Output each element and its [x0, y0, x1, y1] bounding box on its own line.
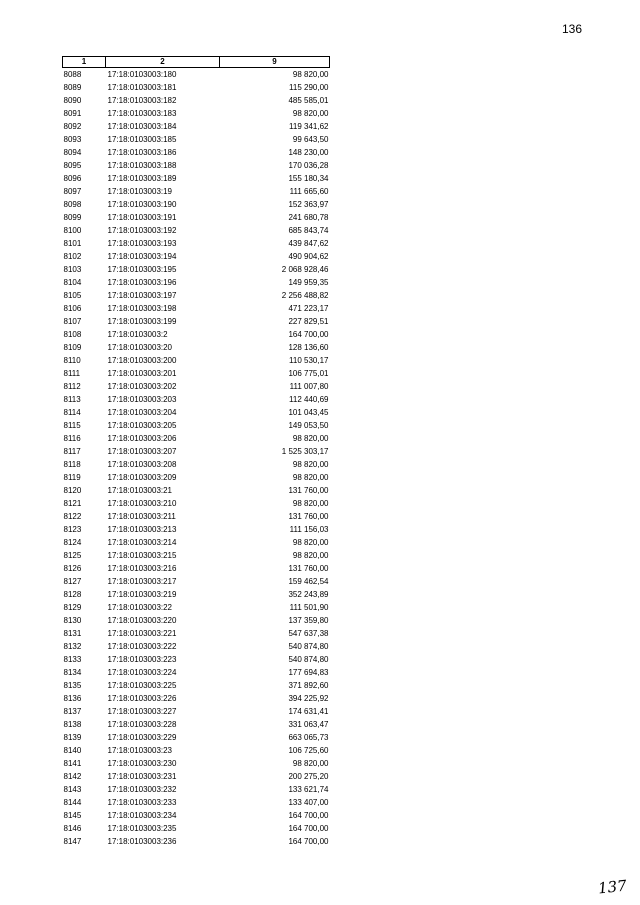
row-number: 8108 [63, 330, 82, 339]
cadastral-value: 540 874,80 [288, 655, 329, 664]
table-row [63, 367, 330, 380]
cadastral-value: 111 501,90 [289, 603, 329, 612]
row-number: 8128 [63, 590, 82, 599]
table-row [63, 640, 330, 653]
row-number: 8114 [63, 408, 81, 417]
table-row [63, 796, 330, 809]
cadastral-number: 17:18:0103003:2 [107, 330, 168, 339]
cadastral-number: 17:18:0103003:202 [107, 382, 177, 391]
cadastral-number: 17:18:0103003:180 [107, 70, 177, 79]
table-row [63, 692, 330, 705]
table-row [63, 315, 330, 328]
table-row [63, 107, 330, 120]
cadastral-value: 119 341,62 [289, 122, 329, 131]
table-row [63, 81, 330, 94]
cadastral-number: 17:18:0103003:211 [107, 512, 176, 521]
cadastral-value: 98 820,00 [292, 460, 329, 469]
row-number: 8092 [63, 122, 82, 131]
cadastral-number: 17:18:0103003:205 [107, 421, 177, 430]
table-row [63, 614, 330, 627]
cadastral-value: 331 063,47 [288, 720, 329, 729]
table-row [63, 445, 330, 458]
table-row [63, 432, 330, 445]
cadastral-value: 174 631,41 [288, 707, 329, 716]
cadastral-value: 200 275,20 [288, 772, 329, 781]
row-number: 8126 [63, 564, 82, 573]
cadastral-number: 17:18:0103003:190 [107, 200, 177, 209]
cadastral-value: 131 760,00 [288, 564, 329, 573]
table-header [63, 57, 330, 68]
cadastral-value: 2 256 488,82 [281, 291, 329, 300]
cadastral-number: 17:18:0103003:231 [107, 772, 177, 781]
cadastral-value: 471 223,17 [288, 304, 329, 313]
cadastral-number: 17:18:0103003:215 [107, 551, 177, 560]
cadastral-number: 17:18:0103003:209 [107, 473, 177, 482]
row-number: 8119 [63, 473, 81, 482]
cadastral-number: 17:18:0103003:198 [107, 304, 177, 313]
cadastral-number: 17:18:0103003:197 [107, 291, 177, 300]
cadastral-number: 17:18:0103003:201 [107, 369, 177, 378]
cadastral-number: 17:18:0103003:191 [107, 213, 177, 222]
cadastral-number: 17:18:0103003:232 [107, 785, 177, 794]
cadastral-value: 227 829,51 [288, 317, 329, 326]
row-number: 8133 [63, 655, 82, 664]
row-number: 8127 [63, 577, 82, 586]
cadastral-value: 352 243,89 [288, 590, 329, 599]
cadastral-number: 17:18:0103003:196 [107, 278, 177, 287]
row-number: 8113 [63, 395, 81, 404]
cadastral-value: 98 820,00 [292, 70, 329, 79]
cadastral-number: 17:18:0103003:220 [107, 616, 177, 625]
table-row [63, 250, 330, 263]
cadastral-value: 98 820,00 [292, 473, 329, 482]
cadastral-value-table [62, 56, 330, 848]
table-row [63, 679, 330, 692]
row-number: 8137 [63, 707, 82, 716]
cadastral-value: 131 760,00 [288, 486, 329, 495]
row-number: 8100 [63, 226, 82, 235]
table-row [63, 666, 330, 679]
table-row [63, 328, 330, 341]
table-row [63, 627, 330, 640]
table-row [63, 575, 330, 588]
cadastral-number: 17:18:0103003:236 [107, 837, 177, 846]
table-row [63, 523, 330, 536]
cadastral-value: 131 760,00 [288, 512, 329, 521]
cadastral-number: 17:18:0103003:230 [107, 759, 177, 768]
cadastral-value: 485 585,01 [288, 96, 329, 105]
row-number: 8134 [63, 668, 82, 677]
table-row [63, 718, 330, 731]
cadastral-number: 17:18:0103003:193 [107, 239, 177, 248]
cadastral-value: 112 440,69 [289, 395, 329, 404]
table-row [63, 744, 330, 757]
cadastral-number: 17:18:0103003:183 [107, 109, 177, 118]
cadastral-number: 17:18:0103003:200 [107, 356, 177, 365]
table-row [63, 120, 330, 133]
cadastral-value: 164 700,00 [288, 837, 329, 846]
table-row [63, 562, 330, 575]
table-row [63, 705, 330, 718]
cadastral-value: 106 775,01 [288, 369, 329, 378]
table-row [63, 237, 330, 250]
cadastral-value: 149 053,50 [288, 421, 329, 430]
row-number: 8138 [63, 720, 82, 729]
row-number: 8091 [63, 109, 82, 118]
row-number: 8089 [63, 83, 82, 92]
row-number: 8118 [63, 460, 81, 469]
column-header-9: 9 [220, 57, 330, 68]
row-number: 8096 [63, 174, 82, 183]
table-row [63, 601, 330, 614]
row-number: 8130 [63, 616, 82, 625]
cadastral-number: 17:18:0103003:222 [107, 642, 177, 651]
cadastral-value: 99 643,50 [292, 135, 329, 144]
table-row [63, 809, 330, 822]
row-number: 8142 [63, 772, 82, 781]
row-number: 8132 [63, 642, 82, 651]
cadastral-number: 17:18:0103003:199 [107, 317, 177, 326]
cadastral-number: 17:18:0103003:213 [107, 525, 177, 534]
cadastral-value: 128 136,60 [288, 343, 329, 352]
cadastral-number: 17:18:0103003:227 [107, 707, 177, 716]
cadastral-number: 17:18:0103003:192 [107, 226, 177, 235]
cadastral-value: 98 820,00 [292, 434, 329, 443]
row-number: 8103 [63, 265, 82, 274]
cadastral-number: 17:18:0103003:224 [107, 668, 177, 677]
row-number: 8121 [63, 499, 82, 508]
cadastral-number: 17:18:0103003:214 [107, 538, 177, 547]
cadastral-number: 17:18:0103003:203 [107, 395, 177, 404]
cadastral-value: 540 874,80 [288, 642, 329, 651]
cadastral-value: 371 892,60 [288, 681, 329, 690]
cadastral-value: 101 043,45 [288, 408, 329, 417]
row-number: 8120 [63, 486, 82, 495]
cadastral-value: 98 820,00 [292, 759, 329, 768]
table-row [63, 653, 330, 666]
table-row [63, 549, 330, 562]
table-row [63, 822, 330, 835]
cadastral-number: 17:18:0103003:182 [107, 96, 177, 105]
cadastral-number: 17:18:0103003:181 [107, 83, 177, 92]
cadastral-number: 17:18:0103003:189 [107, 174, 177, 183]
cadastral-value: 111 665,60 [289, 187, 329, 196]
cadastral-number: 17:18:0103003:185 [107, 135, 177, 144]
cadastral-number: 17:18:0103003:20 [107, 343, 173, 352]
row-number: 8123 [63, 525, 82, 534]
cadastral-number: 17:18:0103003:194 [107, 252, 177, 261]
row-number: 8110 [63, 356, 81, 365]
row-number: 8094 [63, 148, 82, 157]
row-number: 8147 [63, 837, 82, 846]
row-number: 8107 [63, 317, 82, 326]
row-number: 8124 [63, 538, 82, 547]
cadastral-number: 17:18:0103003:206 [107, 434, 177, 443]
handwritten-page-mark: 137 [597, 876, 628, 898]
table-row [63, 484, 330, 497]
cadastral-value: 155 180,34 [288, 174, 329, 183]
row-number: 8116 [63, 434, 81, 443]
table-row [63, 133, 330, 146]
table-row [63, 172, 330, 185]
row-number: 8139 [63, 733, 82, 742]
table-row [63, 289, 330, 302]
cadastral-value: 439 847,62 [288, 239, 329, 248]
cadastral-number: 17:18:0103003:225 [107, 681, 177, 690]
row-number: 8106 [63, 304, 82, 313]
cadastral-value: 170 036,28 [288, 161, 329, 170]
table-row [63, 835, 330, 848]
table-row [63, 341, 330, 354]
table-row [63, 770, 330, 783]
cadastral-value: 159 462,54 [288, 577, 329, 586]
cadastral-value: 115 290,00 [289, 83, 329, 92]
table-row [63, 497, 330, 510]
cadastral-value: 394 225,92 [288, 694, 329, 703]
cadastral-value: 152 363,97 [288, 200, 329, 209]
row-number: 8140 [63, 746, 82, 755]
row-number: 8098 [63, 200, 82, 209]
table-row [63, 471, 330, 484]
cadastral-number: 17:18:0103003:21 [107, 486, 173, 495]
row-number: 8125 [63, 551, 82, 560]
row-number: 8111 [63, 369, 81, 378]
cadastral-number: 17:18:0103003:188 [107, 161, 177, 170]
cadastral-value: 1 525 303,17 [281, 447, 329, 456]
cadastral-value: 685 843,74 [288, 226, 329, 235]
table-row [63, 588, 330, 601]
cadastral-number: 17:18:0103003:19 [107, 187, 173, 196]
column-header-2: 2 [106, 57, 220, 68]
row-number: 8131 [63, 629, 82, 638]
row-number: 8135 [63, 681, 82, 690]
cadastral-number: 17:18:0103003:221 [107, 629, 177, 638]
row-number: 8141 [63, 759, 82, 768]
cadastral-number: 17:18:0103003:235 [107, 824, 177, 833]
table-row [63, 224, 330, 237]
row-number: 8095 [63, 161, 82, 170]
cadastral-value: 106 725,60 [288, 746, 329, 755]
cadastral-number: 17:18:0103003:219 [107, 590, 177, 599]
cadastral-number: 17:18:0103003:208 [107, 460, 177, 469]
table-row [63, 146, 330, 159]
cadastral-number: 17:18:0103003:186 [107, 148, 177, 157]
cadastral-value: 164 700,00 [288, 824, 329, 833]
row-number: 8093 [63, 135, 82, 144]
row-number: 8143 [63, 785, 82, 794]
table-row [63, 783, 330, 796]
table-row [63, 211, 330, 224]
row-number: 8088 [63, 70, 82, 79]
table-row [63, 263, 330, 276]
cadastral-value: 137 359,80 [288, 616, 329, 625]
row-number: 8102 [63, 252, 82, 261]
row-number: 8109 [63, 343, 82, 352]
cadastral-value: 663 065,73 [288, 733, 329, 742]
cadastral-value: 111 007,80 [289, 382, 329, 391]
cadastral-number: 17:18:0103003:204 [107, 408, 177, 417]
cadastral-number: 17:18:0103003:217 [107, 577, 177, 586]
cadastral-value: 98 820,00 [292, 499, 329, 508]
row-number: 8146 [63, 824, 82, 833]
cadastral-number: 17:18:0103003:207 [107, 447, 177, 456]
table-row [63, 536, 330, 549]
cadastral-number: 17:18:0103003:22 [107, 603, 173, 612]
cadastral-value: 148 230,00 [288, 148, 329, 157]
row-number: 8090 [63, 96, 82, 105]
table-row [63, 159, 330, 172]
row-number: 8099 [63, 213, 82, 222]
row-number: 8122 [63, 512, 82, 521]
cadastral-number: 17:18:0103003:184 [107, 122, 177, 131]
row-number: 8117 [63, 447, 81, 456]
cadastral-number: 17:18:0103003:234 [107, 811, 177, 820]
column-header-1: 1 [63, 57, 106, 68]
cadastral-number: 17:18:0103003:216 [107, 564, 177, 573]
cadastral-value: 149 959,35 [288, 278, 329, 287]
table-row [63, 757, 330, 770]
cadastral-number: 17:18:0103003:210 [107, 499, 177, 508]
cadastral-number: 17:18:0103003:228 [107, 720, 177, 729]
cadastral-value: 164 700,00 [288, 811, 329, 820]
row-number: 8144 [63, 798, 82, 807]
cadastral-number: 17:18:0103003:223 [107, 655, 177, 664]
table-row [63, 68, 330, 82]
row-number: 8145 [63, 811, 82, 820]
row-number: 8105 [63, 291, 82, 300]
row-number: 8136 [63, 694, 82, 703]
cadastral-value: 110 530,17 [289, 356, 329, 365]
table-row [63, 185, 330, 198]
cadastral-number: 17:18:0103003:23 [107, 746, 173, 755]
table-row [63, 198, 330, 211]
cadastral-number: 17:18:0103003:229 [107, 733, 177, 742]
cadastral-number: 17:18:0103003:195 [107, 265, 177, 274]
cadastral-number: 17:18:0103003:233 [107, 798, 177, 807]
cadastral-value: 98 820,00 [292, 109, 329, 118]
table-row [63, 380, 330, 393]
page-number: 136 [562, 22, 583, 36]
table-row [63, 276, 330, 289]
row-number: 8104 [63, 278, 82, 287]
table-row [63, 731, 330, 744]
cadastral-value: 547 637,38 [288, 629, 329, 638]
table-row [63, 510, 330, 523]
cadastral-value: 2 068 928,46 [281, 265, 329, 274]
table-row [63, 406, 330, 419]
row-number: 8097 [63, 187, 82, 196]
row-number: 8101 [63, 239, 82, 248]
table-row [63, 393, 330, 406]
table-row [63, 419, 330, 432]
cadastral-value: 133 621,74 [288, 785, 329, 794]
cadastral-number: 17:18:0103003:226 [107, 694, 177, 703]
cadastral-value: 111 156,03 [289, 525, 329, 534]
table-row [63, 302, 330, 315]
cadastral-value: 177 694,83 [288, 668, 329, 677]
cadastral-value: 490 904,62 [288, 252, 329, 261]
table-row [63, 458, 330, 471]
cadastral-value: 98 820,00 [292, 551, 329, 560]
row-number: 8129 [63, 603, 82, 612]
cadastral-value: 133 407,00 [288, 798, 329, 807]
row-number: 8115 [63, 421, 81, 430]
cadastral-value: 164 700,00 [288, 330, 329, 339]
table-row [63, 94, 330, 107]
row-number: 8112 [63, 382, 81, 391]
cadastral-value: 98 820,00 [292, 538, 329, 547]
table-body [63, 68, 330, 849]
table-row [63, 354, 330, 367]
cadastral-value: 241 680,78 [288, 213, 329, 222]
